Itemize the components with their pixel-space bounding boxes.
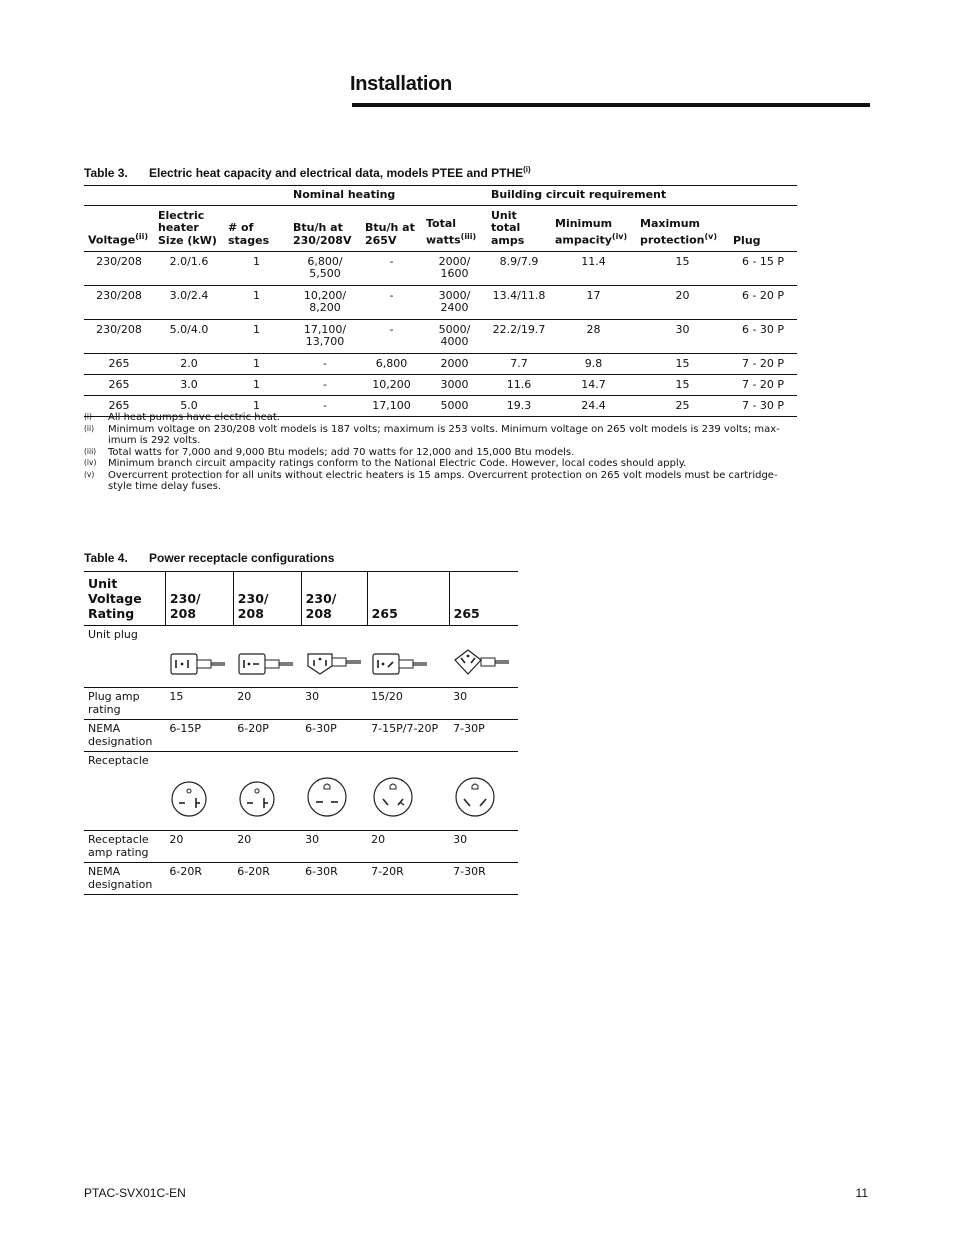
voltage-column-header: 230/ 208 [165,572,233,626]
footnote: (iii) Total watts for 7,000 and 9,000 Btu models; add 70 watts for 12,000 and 15,000 Btu models. [84,446,575,458]
power-receptacle-table [84,571,518,895]
unit-voltage-rating-label: Unit Voltage Rating [84,572,165,626]
col-btu-230: Btu/h at 230/208V [289,206,361,252]
col-voltage: Voltage$^{(ii)}$ [84,206,154,252]
voltage-column-header: 230/ 208 [301,572,367,626]
voltage-column-header: 265 [367,572,449,626]
plug-amp-label: Plug amp rating [84,688,165,720]
unit-plug-row [84,626,518,688]
col-stages: # of stages [224,206,289,252]
col-heater-size: Electric heater Size (kW) [154,206,224,252]
plug-7-20p-icon [371,652,429,676]
receptacle-amp-label: Receptacle amp rating [84,831,165,863]
receptacle-7-20r-icon [371,775,415,819]
table-row: 265 3.0 1 - 10,200 3000 11.6 14.7 15 7 - 20 P [84,375,797,396]
plug-amp-row: Plug amp rating 15 20 30 15/20 30 [84,688,518,720]
table-row: 230/208 5.0/4.0 1 17,100/ 13,700 - 5000/ 4000 22.2/19.7 28 30 6 - 30 P [84,320,797,354]
plug-nema-row: NEMA designation 6-15P 6-20P 6-30P 7-15P/7-20P 7-30P [84,720,518,752]
plug-6-30p-icon [305,650,363,676]
col-unit-amps: Unit total amps [487,206,551,252]
col-total-watts: Total watts$^{(iii)}$ [422,206,487,252]
unit-plug-label: Unit plug [84,626,165,688]
table3-number: Table 3. [84,166,128,180]
table3-title-note: (i) [523,165,531,174]
table-row: 230/208 2.0/1.6 1 6,800/ 5,500 - 2000/ 1600 8.9/7.9 11.4 15 6 - 15 P [84,252,797,286]
receptacle-6-30r-icon [305,775,349,819]
receptacle-nema-row: NEMA designation 6-20R 6-20R 6-30R 7-20R 7-30R [84,863,518,895]
footnote: (v) Overcurrent protection for all units without electric heaters is 15 amps. Overcurrent protection on 265 volt models must be cartridge-style time delay fuses. [84,469,778,492]
table3-group-header [84,186,797,206]
col-min-ampacity: Minimum ampacity$^{(iv)}$ [551,206,636,252]
voltage-column-header: 230/ 208 [233,572,301,626]
footnote: (iv) Minimum branch circuit ampacity ratings conform to the National Electric Code. However, local codes should apply. [84,458,687,469]
electric-heat-table [84,185,797,417]
receptacle-6-20r-icon [237,779,277,819]
plug-7-30p-icon [453,648,511,676]
receptacle-7-30r-icon [453,775,497,819]
group-building-circuit: Building circuit requirement [487,186,797,206]
table-row: 265 2.0 1 - 6,800 2000 7.7 9.8 15 7 - 20 P [84,354,797,375]
title-rule [352,103,870,107]
table4-caption [84,551,334,565]
col-max-protection: Maximum protection$^{(v)}$ [636,206,729,252]
receptacle-amp-row: Receptacle amp rating 20 20 30 20 30 [84,831,518,863]
table-row: 230/208 3.0/2.4 1 10,200/ 8,200 - 3000/ 2400 13.4/11.8 17 20 6 - 20 P [84,286,797,320]
col-plug: Plug [729,206,797,252]
table3-header-row [84,206,797,252]
table3-footnotes [84,412,798,493]
table4-number: Table 4. [84,551,128,565]
footnote: (ii) Minimum voltage on 230/208 volt models is 187 volts; maximum is 253 volts. Minimum voltage on 265 volt models is 239 volts; max-imum is 292 volts. [84,423,780,446]
table4-title: Power receptacle configurations [149,551,335,565]
voltage-column-header: 265 [449,572,518,626]
table4-header-row [84,572,518,626]
plug-6-20p-icon [237,652,295,676]
table-row: 265 5.0 1 - 17,100 5000 19.3 24.4 25 7 - 30 P [84,396,797,417]
footer-doc-id: PTAC-SVX01C-EN [84,1186,186,1200]
plug-nema-label: NEMA designation [84,720,165,752]
receptacle-row [84,752,518,831]
table3-title: Electric heat capacity and electrical data, models PTEE and PTHE [149,166,524,180]
table3-caption [84,165,531,180]
col-btu-265: Btu/h at 265V [361,206,422,252]
plug-6-15p-icon [169,652,227,676]
receptacle-label: Receptacle [84,752,165,831]
footer-page-number: 11 [855,1186,868,1200]
section-title: Installation [350,73,452,95]
group-nominal-heating: Nominal heating [289,186,487,206]
footnote: (i) All heat pumps have electric heat. [84,412,280,423]
receptacle-nema-label: NEMA designation [84,863,165,895]
receptacle-6-20r-icon [169,779,209,819]
